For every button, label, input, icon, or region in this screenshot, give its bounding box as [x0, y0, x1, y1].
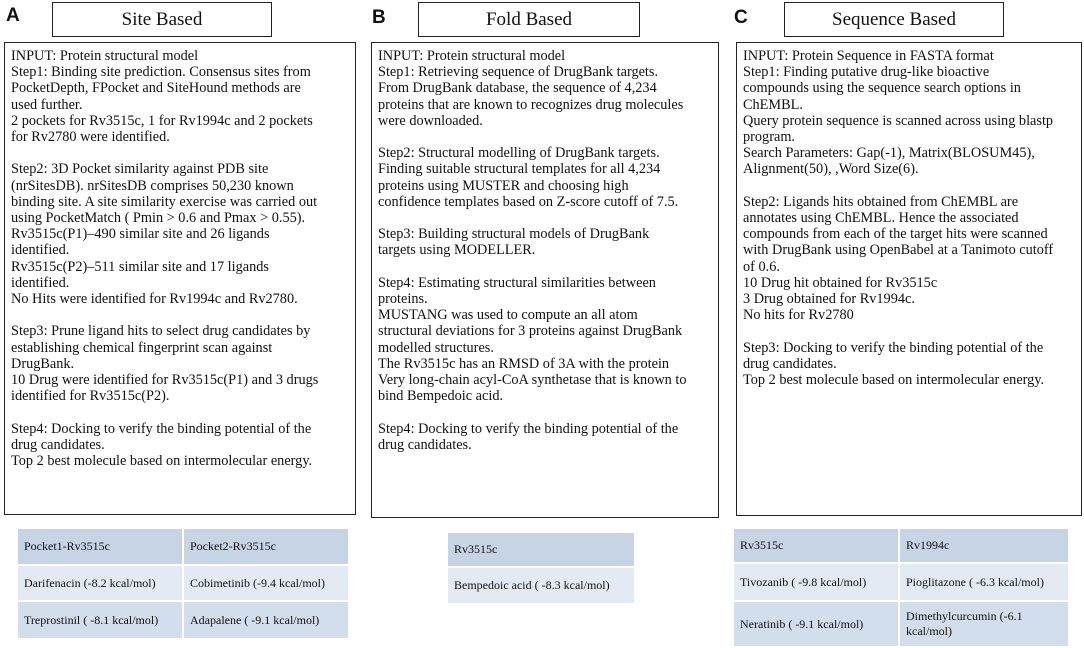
step-text-line: confidence templates based on Z-score cutoff of 7.5. — [378, 193, 679, 210]
blank-line — [378, 210, 712, 226]
panel-c-steps — [736, 42, 1082, 516]
table-row — [734, 602, 1068, 646]
panel-a-results-table — [16, 527, 350, 640]
step-text-line: Alignment(50), ,Word Size(6). — [743, 161, 919, 178]
step-text-line: INPUT: Protein structural model — [11, 48, 199, 64]
step-text-line: proteins using MUSTER and choosing high — [378, 177, 629, 194]
panel-a-letter: A — [6, 5, 20, 26]
panel-b-results-table — [446, 531, 636, 605]
step-text-line: Step2: Structural modelling of DrugBank targets. — [378, 145, 660, 162]
step-text-line: establishing chemical fingerprint scan against — [11, 339, 273, 356]
blank-line — [11, 145, 349, 161]
table-header-cell: Rv3515c — [734, 529, 898, 562]
panel-c-letter: C — [734, 7, 748, 28]
table-cell: Cobimetinib (-9.4 kcal/mol) — [184, 566, 348, 600]
table-cell: Treprostinil ( -8.1 kcal/mol) — [18, 602, 182, 638]
panel-c-title: Sequence Based — [784, 2, 1004, 37]
step-text-line: annotates using ChEMBL. Hence the associated — [743, 210, 1019, 227]
blank-line — [378, 259, 712, 275]
table-cell: Neratinib ( -9.1 kcal/mol) — [734, 602, 898, 646]
table-header-row — [448, 533, 634, 566]
panel-a-steps — [4, 42, 356, 515]
table-row — [18, 566, 348, 600]
table-cell: Adapalene ( -9.1 kcal/mol) — [184, 602, 348, 638]
step-text-line: Step2: 3D Pocket similarity against PDB site — [11, 161, 269, 178]
panel-b-letter: B — [372, 7, 386, 28]
step-text-line: Step1: Retrieving sequence of DrugBank targets. — [378, 64, 659, 81]
blank-line — [743, 178, 1075, 194]
step-text-line: using PocketMatch ( Pmin > 0.6 and Pmax > 0.55). — [11, 210, 306, 227]
table-row — [448, 568, 634, 603]
blank-line — [378, 404, 712, 420]
step-text-line: program. — [743, 129, 796, 146]
step-text-line: The Rv3515c has an RMSD of 3A with the protein — [378, 355, 670, 372]
step-text-line: Step3: Prune ligand hits to select drug candidates by — [11, 323, 311, 340]
step-text-line: for Rv2780 were identified. — [11, 129, 170, 146]
step-text-line: Step2: Ligands hits obtained from ChEMBL are — [743, 193, 1019, 210]
step-text-line: Very long-chain acyl-CoA synthetase that is known to — [378, 372, 687, 389]
step-text-line: binding site. A site similarity exercise was carried out — [11, 193, 318, 210]
step-text-line: drug candidates. — [378, 436, 472, 453]
table-cell: Pioglitazone ( -6.3 kcal/mol) — [900, 564, 1068, 600]
step-text-line: 10 Drug were identified for Rv3515c(P1) and 3 drugs — [11, 372, 319, 389]
step-text-line: Step4: Docking to verify the binding potential of the — [378, 420, 679, 437]
table-header-cell: Pocket2-Rv3515c — [184, 529, 348, 564]
step-text-line: Step1: Binding site prediction. Consensus sites from — [11, 64, 311, 81]
table-cell: Darifenacin (-8.2 kcal/mol) — [18, 566, 182, 600]
step-text-line: Top 2 best molecule based on intermolecular energy. — [11, 453, 313, 470]
step-text-line: targets using MODELLER. — [378, 242, 536, 259]
step-text-line: drug candidates. — [743, 355, 837, 372]
table-cell: Bempedoic acid ( -8.3 kcal/mol) — [448, 568, 634, 603]
table-header-row — [734, 529, 1068, 562]
panel-b-steps — [371, 42, 719, 518]
table-header-cell: Pocket1-Rv3515c — [18, 529, 182, 564]
step-text-line: drug candidates. — [11, 436, 105, 453]
step-text-line: No Hits were identified for Rv1994c and Rv2780. — [11, 291, 298, 308]
step-text-line: Step3: Building structural models of DrugBank — [378, 226, 650, 243]
step-text-line: Step4: Docking to verify the binding potential of the — [11, 420, 312, 437]
blank-line — [11, 307, 349, 323]
step-text-line: No hits for Rv2780 — [743, 307, 854, 324]
step-text-line: Step3: Docking to verify the binding potential of the — [743, 339, 1044, 356]
step-text-line: Top 2 best molecule based on intermolecular energy. — [743, 372, 1045, 389]
step-text-line: used further. — [11, 96, 83, 113]
panel-b-title: Fold Based — [418, 2, 640, 37]
table-header-cell: Rv3515c — [448, 533, 634, 566]
step-text-line: INPUT: Protein Sequence in FASTA format — [743, 48, 994, 64]
step-text-line: Step1: Finding putative drug-like bioactive — [743, 64, 990, 81]
step-text-line: identified. — [11, 274, 70, 291]
table-header-cell: Rv1994c — [900, 529, 1068, 562]
step-text-line: identified for Rv3515c(P2). — [11, 388, 170, 405]
step-text-line: PocketDepth, FPocket and SiteHound methods are — [11, 80, 301, 97]
step-text-line: with DrugBank using OpenBabel at a Tanimoto cutoff — [743, 242, 1054, 259]
step-text-line: MUSTANG was used to compute an all atom — [378, 307, 638, 324]
blank-line — [11, 404, 349, 420]
step-text-line: INPUT: Protein structural model — [378, 48, 566, 64]
step-text-line: modelled structures. — [378, 339, 494, 356]
table-row — [734, 564, 1068, 600]
step-text-line: 3 Drug obtained for Rv1994c. — [743, 291, 915, 308]
table-cell: Tivozanib ( -9.8 kcal/mol) — [734, 564, 898, 600]
step-text-line: proteins. — [378, 291, 428, 307]
step-text-line: compounds using the sequence search options in — [743, 80, 1021, 97]
panel-c-results-table — [732, 527, 1070, 648]
step-text-line: 10 Drug hit obtained for Rv3515c — [743, 274, 938, 291]
step-text-line: proteins that are known to recognizes drug molecules — [378, 96, 684, 113]
step-text-line: Query protein sequence is scanned across using blastp — [743, 112, 1054, 129]
step-text-line: identified. — [11, 242, 70, 259]
table-cell: Dimethylcurcumin (-6.1 kcal/mol) — [900, 602, 1068, 646]
panel-a-title: Site Based — [52, 2, 272, 37]
step-text-line: Finding suitable structural templates for all 4,234 — [378, 161, 661, 178]
step-text-line: bind Bempedoic acid. — [378, 388, 504, 405]
blank-line — [743, 323, 1075, 339]
step-text-line: From DrugBank database, the sequence of 4,234 — [378, 80, 657, 97]
step-text-line: (nrSitesDB). nrSitesDB comprises 50,230 known — [11, 177, 294, 194]
step-text-line: Search Parameters: Gap(-1), Matrix(BLOSUM45), — [743, 145, 1035, 162]
step-text-line: Rv3515c(P2)–511 similar site and 17 ligands — [11, 258, 269, 275]
table-header-row — [18, 529, 348, 564]
step-text-line: 2 pockets for Rv3515c, 1 for Rv1994c and 2 pockets — [11, 112, 313, 129]
step-text-line: were downloaded. — [378, 112, 483, 129]
step-text-line: ChEMBL. — [743, 96, 803, 113]
step-text-line: Rv3515c(P1)–490 similar site and 26 ligands — [11, 226, 270, 243]
step-text-line: of 0.6. — [743, 258, 780, 275]
table-row — [18, 602, 348, 638]
blank-line — [378, 129, 712, 145]
step-text-line: structural deviations for 3 proteins against DrugBank — [378, 323, 683, 340]
step-text-line: Step4: Estimating structural similarities between — [378, 274, 656, 291]
step-text-line: DrugBank. — [11, 355, 75, 372]
step-text-line: compounds from each of the target hits were scanned — [743, 226, 1048, 243]
